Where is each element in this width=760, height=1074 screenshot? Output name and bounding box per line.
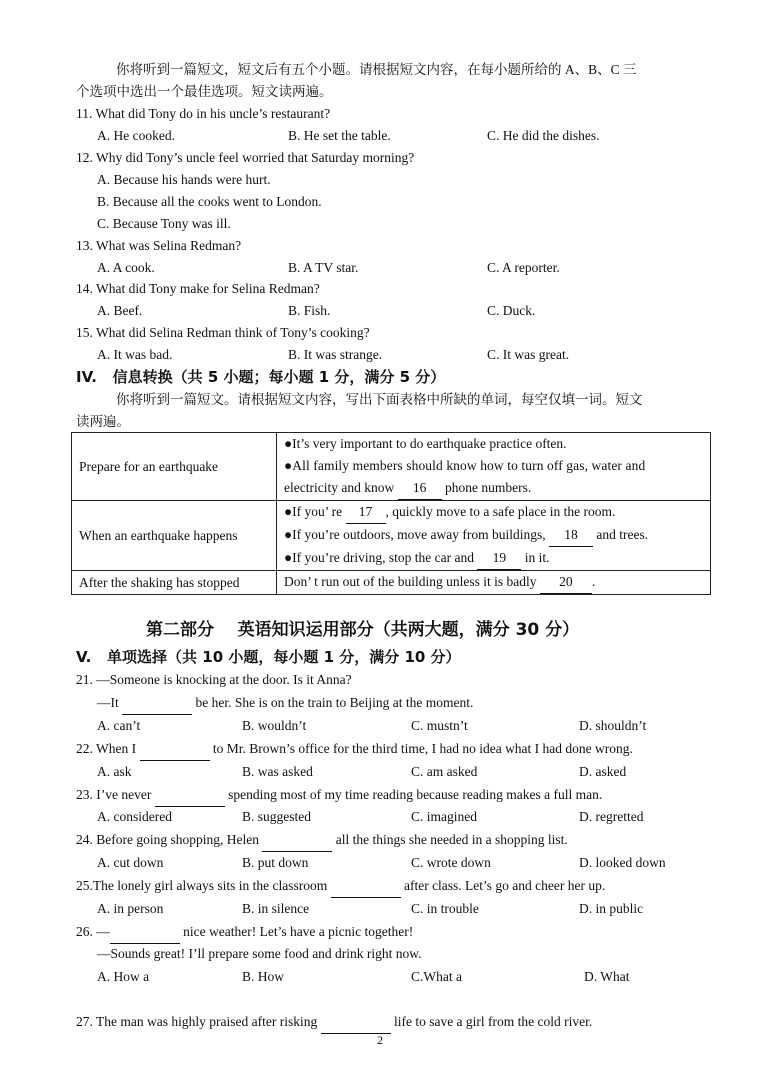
option-c: C. imagined — [411, 809, 477, 824]
option-a: A. A cook. — [97, 260, 155, 275]
table-row — [72, 571, 711, 595]
text-segment: ●If you’re outdoors, move away from buildings, — [284, 527, 549, 542]
answer-blank-16: 16 — [398, 477, 442, 500]
option-a: A. Because his hands were hurt. — [97, 172, 271, 187]
answer-blank-20: 20 — [540, 571, 592, 594]
answer-blank — [262, 829, 332, 852]
question-stem: 11. What did Tony do in his uncle’s restaurant? — [76, 106, 331, 121]
answer-blank — [155, 784, 225, 807]
table-row-content — [277, 501, 711, 571]
bullet-line: ●All family members should know how to turn off gas, water and — [284, 458, 646, 473]
option-a: A. He cooked. — [97, 128, 175, 143]
table-row-label: After the shaking has stopped — [72, 571, 277, 595]
option-b: B. He set the table. — [288, 128, 391, 143]
option-d: D. in public — [579, 901, 644, 916]
option-c: C. am asked — [411, 764, 478, 779]
section-intro-line1: 你将听到一篇短文。请根据短文内容，写出下面表格中所缺的单词，每空仅填一词。短文 — [116, 392, 643, 407]
question-stem — [76, 875, 605, 898]
option-b: B. was asked — [242, 764, 313, 779]
option-b: B. A TV star. — [288, 260, 359, 275]
bullet-line — [284, 547, 703, 570]
text-segment: 23. I’ve never — [76, 787, 155, 802]
bullet-line: ●It’s very important to do earthquake practice often. — [284, 436, 567, 451]
answer-blank-17: 17 — [346, 501, 386, 524]
question-stem — [76, 784, 602, 807]
question-stem: 12. Why did Tony’s uncle feel worried that Saturday morning? — [76, 150, 415, 165]
info-table — [71, 432, 711, 595]
question-stem: 14. What did Tony make for Selina Redman? — [76, 281, 320, 296]
text-segment: 22. When I — [76, 741, 140, 756]
table-row-content — [277, 571, 711, 595]
option-c: C. He did the dishes. — [487, 128, 600, 143]
section-heading: IV. 信息转换（共 5 小题；每小题 1 分，满分 5 分） — [76, 368, 446, 386]
text-segment: spending most of my time reading because reading makes a full man. — [224, 787, 603, 802]
option-d: D. regretted — [579, 809, 644, 824]
option-b: B. It was strange. — [288, 347, 383, 362]
option-d: D. asked — [579, 764, 627, 779]
option-c: C. in trouble — [411, 901, 479, 916]
answer-blank-18: 18 — [549, 524, 593, 547]
listening-intro-line2: 个选项中选出一个最佳选项。短文读两遍。 — [76, 84, 333, 99]
text-segment: to Mr. Brown’s office for the third time, I had no idea what I had done wrong. — [209, 741, 633, 756]
answer-blank — [110, 921, 180, 944]
text-segment: —It — [97, 695, 123, 710]
text-segment: life to save a girl from the cold river. — [390, 1014, 593, 1029]
option-c: C.What a — [411, 969, 462, 984]
option-c: C. Because Tony was ill. — [97, 216, 231, 231]
section-intro-line2: 读两遍。 — [76, 414, 130, 429]
option-a: A. in person — [97, 901, 164, 916]
bullet-line — [284, 571, 703, 594]
text-segment: nice weather! Let’s have a picnic together! — [179, 924, 414, 939]
text-segment: . — [591, 574, 596, 589]
text-segment: in it. — [521, 550, 550, 565]
text-segment: ●If you’ re — [284, 504, 346, 519]
text-segment: ●If you’re driving, stop the car and — [284, 550, 478, 565]
question-stem: 13. What was Selina Redman? — [76, 238, 242, 253]
option-c: C. A reporter. — [487, 260, 560, 275]
answer-blank — [331, 875, 401, 898]
text-segment: Don’ t run out of the building unless it is badly — [284, 574, 540, 589]
text-segment: 27. The man was highly praised after risking — [76, 1014, 321, 1029]
option-d: D. shouldn’t — [579, 718, 647, 733]
option-d: D. looked down — [579, 855, 666, 870]
question-stem — [76, 921, 413, 944]
option-a: A. How a — [97, 969, 150, 984]
question-stem — [76, 738, 633, 761]
listening-intro-line1: 你将听到一篇短文，短文后有五个小题。请根据短文内容，在每小题所给的 A、B、C 三 — [116, 62, 637, 77]
option-a: A. Beef. — [97, 303, 143, 318]
option-c: C. wrote down — [411, 855, 491, 870]
option-a: A. ask — [97, 764, 132, 779]
question-stem: 15. What did Selina Redman think of Tony’s cooking? — [76, 325, 370, 340]
option-d: D. What — [584, 969, 630, 984]
option-b: B. suggested — [242, 809, 311, 824]
answer-blank — [122, 692, 192, 715]
answer-blank-19: 19 — [477, 547, 521, 570]
part-heading: 第二部分 英语知识运用部分（共两大题，满分 30 分） — [146, 620, 580, 640]
text-segment: after class. Let’s go and cheer her up. — [400, 878, 606, 893]
option-a: A. considered — [97, 809, 172, 824]
option-a: A. can’t — [97, 718, 141, 733]
option-b: B. put down — [242, 855, 309, 870]
question-stem — [76, 829, 568, 852]
option-b: B. wouldn’t — [242, 718, 307, 733]
option-a: A. It was bad. — [97, 347, 173, 362]
table-row-content — [277, 433, 711, 501]
question-stem: 21. —Someone is knocking at the door. Is it Anna? — [76, 672, 352, 687]
option-c: C. mustn’t — [411, 718, 468, 733]
text-segment: phone numbers. — [441, 480, 532, 495]
text-segment: and trees. — [592, 527, 649, 542]
bullet-line — [284, 524, 703, 547]
page-number: 2 — [377, 1033, 383, 1047]
text-segment: 25.The lonely girl always sits in the classroom — [76, 878, 331, 893]
text-segment: , quickly move to a safe place in the room. — [385, 504, 616, 519]
table-row — [72, 433, 711, 501]
option-b: B. Because all the cooks went to London. — [97, 194, 322, 209]
option-c: C. Duck. — [487, 303, 536, 318]
bullet-line — [284, 501, 703, 524]
table-row-label: Prepare for an earthquake — [72, 433, 277, 501]
question-line — [97, 692, 473, 715]
option-b: B. How — [242, 969, 285, 984]
question-line: —Sounds great! I’ll prepare some food and drink right now. — [97, 946, 422, 961]
option-b: B. in silence — [242, 901, 310, 916]
table-row-label: When an earthquake happens — [72, 501, 277, 571]
text-segment: electricity and know — [284, 480, 398, 495]
table-row — [72, 501, 711, 571]
text-segment: 24. Before going shopping, Helen — [76, 832, 263, 847]
answer-blank — [140, 738, 210, 761]
text-segment: be her. She is on the train to Beijing at the moment. — [192, 695, 474, 710]
bullet-line — [284, 477, 703, 500]
option-b: B. Fish. — [288, 303, 331, 318]
text-segment: all the things she needed in a shopping list. — [332, 832, 568, 847]
text-segment: 26. — — [76, 924, 110, 939]
section-heading: V. 单项选择（共 10 小题，每小题 1 分，满分 10 分） — [76, 648, 461, 666]
option-a: A. cut down — [97, 855, 164, 870]
option-c: C. It was great. — [487, 347, 570, 362]
